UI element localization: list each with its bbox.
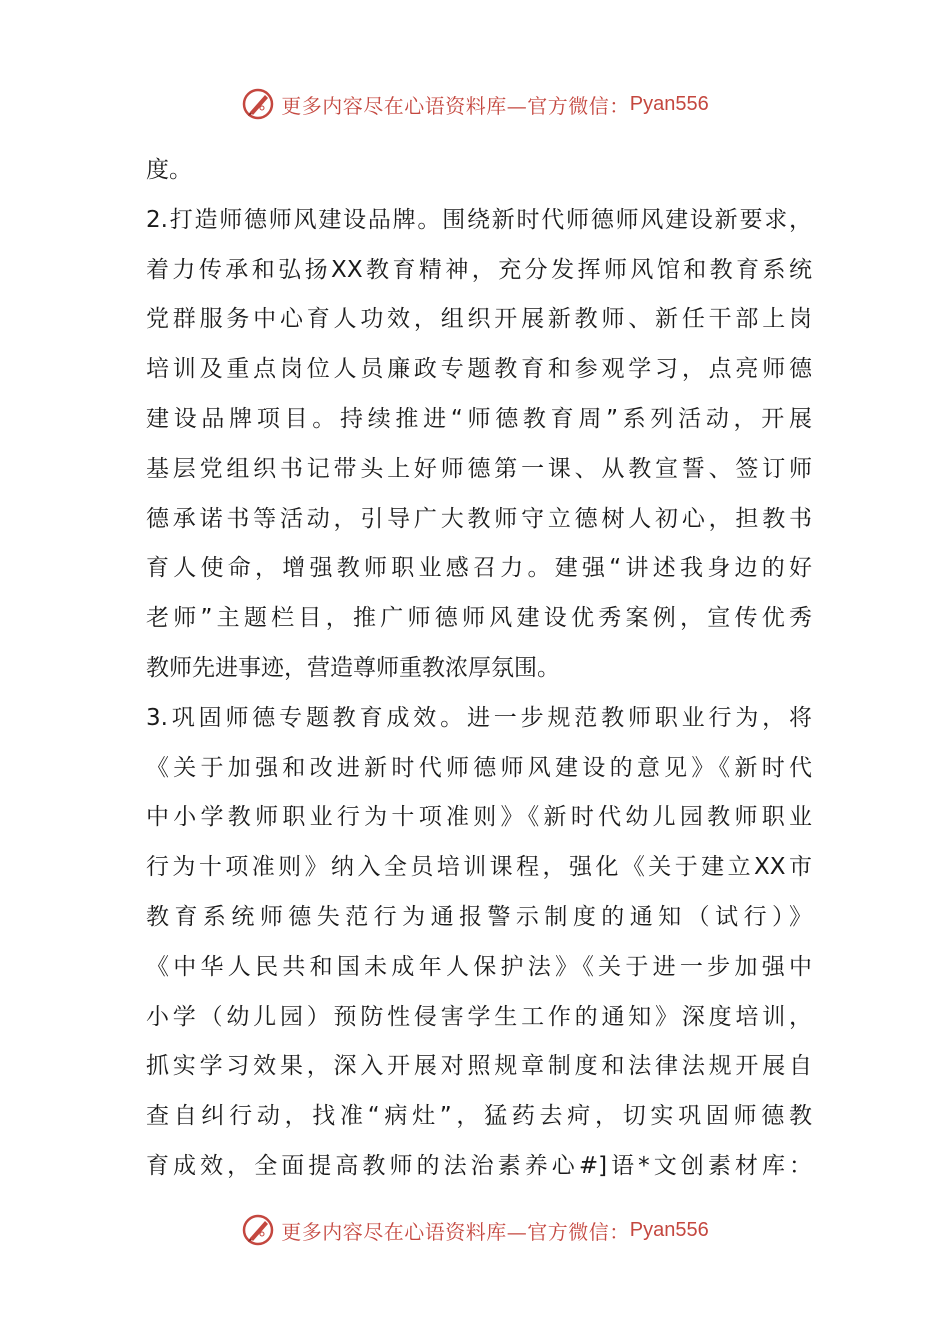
text-line: 教师先进事迹，营造尊师重教浓厚氛围。 <box>146 654 560 681</box>
text-line: 查自纠行动，找准“病灶”，猛药去疴，切实巩固师德教 <box>146 1103 812 1130</box>
text-line: 《中华人民共和国未成年人保护法》《关于进一步加强中 <box>146 953 812 980</box>
text-line: 培训及重点岗位人员廉政专题教育和参观学习，点亮师德 <box>146 356 812 383</box>
header-watermark <box>0 84 950 124</box>
text-line: 中小学教师职业行为十项准则》《新时代幼儿园教师职业 <box>146 804 812 831</box>
pen-logo-icon <box>241 87 275 121</box>
footer-watermark <box>0 1210 950 1250</box>
text-line: 着力传承和弘扬XX教育精神，充分发挥师风馆和教育系统 <box>146 256 812 283</box>
watermark-handle: Pyan556 <box>629 92 709 115</box>
text-line: 抓实学习效果，深入开展对照规章制度和法律法规开展自 <box>146 1053 812 1080</box>
text-line: 教育系统师德失范行为通报警示制度的通知（试行）》 <box>146 903 812 930</box>
text-line: 建设品牌项目。持续推进“师德教育周”系列活动，开展 <box>146 405 812 432</box>
text-line: 党群服务中心育人功效，组织开展新教师、新任干部上岗 <box>146 306 812 333</box>
watermark-handle: Pyan556 <box>629 1218 709 1241</box>
text-line: 2.打造师德师风建设品牌。围绕新时代师德师风建设新要求， <box>146 206 812 233</box>
watermark-text: 更多内容尽在心语资料库—官方微信： <box>281 93 630 118</box>
watermark-text: 更多内容尽在心语资料库—官方微信： <box>281 1219 630 1244</box>
text-line: 育成效，全面提高教师的法治素养心#]语*文创素材库： <box>146 1152 812 1179</box>
text-line: 德承诺书等活动，引导广大教师守立德树人初心，担教书 <box>146 505 812 532</box>
pen-logo-icon <box>241 1213 275 1247</box>
text-line: 基层党组织书记带头上好师德第一课、从教宣誓、签订师 <box>146 455 812 482</box>
text-line: 小学（幼儿园）预防性侵害学生工作的通知》深度培训， <box>146 1003 812 1030</box>
text-line: 育人使命，增强教师职业感召力。建强“讲述我身边的好 <box>146 555 812 582</box>
document-body <box>146 146 812 1192</box>
text-line: 老师”主题栏目，推广师德师风建设优秀案例，宣传优秀 <box>146 605 812 632</box>
text-line: 度。 <box>146 157 192 183</box>
text-line: 3.巩固师德专题教育成效。进一步规范教师职业行为，将 <box>146 704 812 731</box>
text-line: 《关于加强和改进新时代师德师风建设的意见》《新时代 <box>146 754 812 781</box>
text-line: 行为十项准则》纳入全员培训课程，强化《关于建立XX市 <box>146 854 812 881</box>
